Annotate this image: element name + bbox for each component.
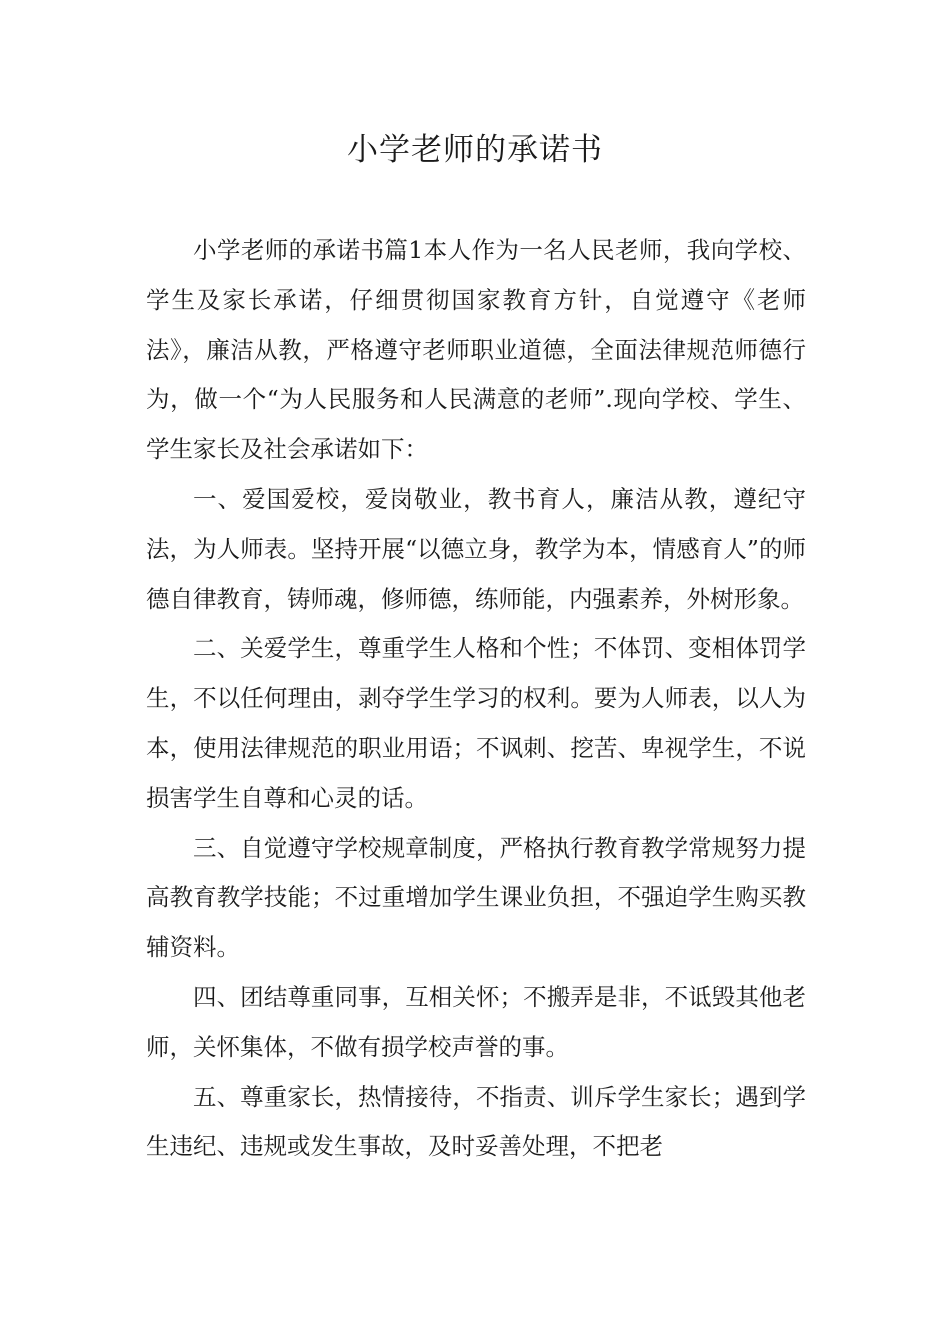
paragraph-item-5: 五、尊重家长，热情接待，不指责、训斥学生家长；遇到学生违纪、违规或发生事故，及时妥善处理，不把老 <box>146 1082 806 1161</box>
paragraph-item-1: 一、爱国爱校，爱岗敬业，教书育人，廉洁从教，遵纪守法，为人师表。坚持开展“以德立身，教学为本，情感育人”的师德自律教育，铸师魂，修师德，练师能，内强素养，外树形象。 <box>146 484 806 613</box>
paragraph-item-3: 三、自觉遵守学校规章制度，严格执行教育教学常规努力提高教育教学技能；不过重增加学生课业负担，不强迫学生购买教辅资料。 <box>146 833 806 962</box>
paragraph-intro: 小学老师的承诺书篇1本人作为一名人民老师，我向学校、学生及家长承诺，仔细贯彻国家教育方针，自觉遵守《老师法》，廉洁从教，严格遵守老师职业道德，全面法律规范师德行为，做一个“为人民服务和人民满意的老师”.现向学校、学生、学生家长及社会承诺如下： <box>146 236 806 464</box>
paragraph-item-2: 二、关爱学生，尊重学生人格和个性；不体罚、变相体罚学生，不以任何理由，剥夺学生学习的权利。要为人师表，以人为本，使用法律规范的职业用语；不讽刺、挖苦、卑视学生，不说损害学生自尊和心灵的话。 <box>146 634 806 812</box>
document-title: 小学老师的承诺书 <box>347 132 603 168</box>
document-body <box>146 226 806 1172</box>
paragraph-item-4: 四、团结尊重同事，互相关怀；不搬弄是非，不诋毁其他老师，关怀集体，不做有损学校声誉的事。 <box>146 982 806 1061</box>
